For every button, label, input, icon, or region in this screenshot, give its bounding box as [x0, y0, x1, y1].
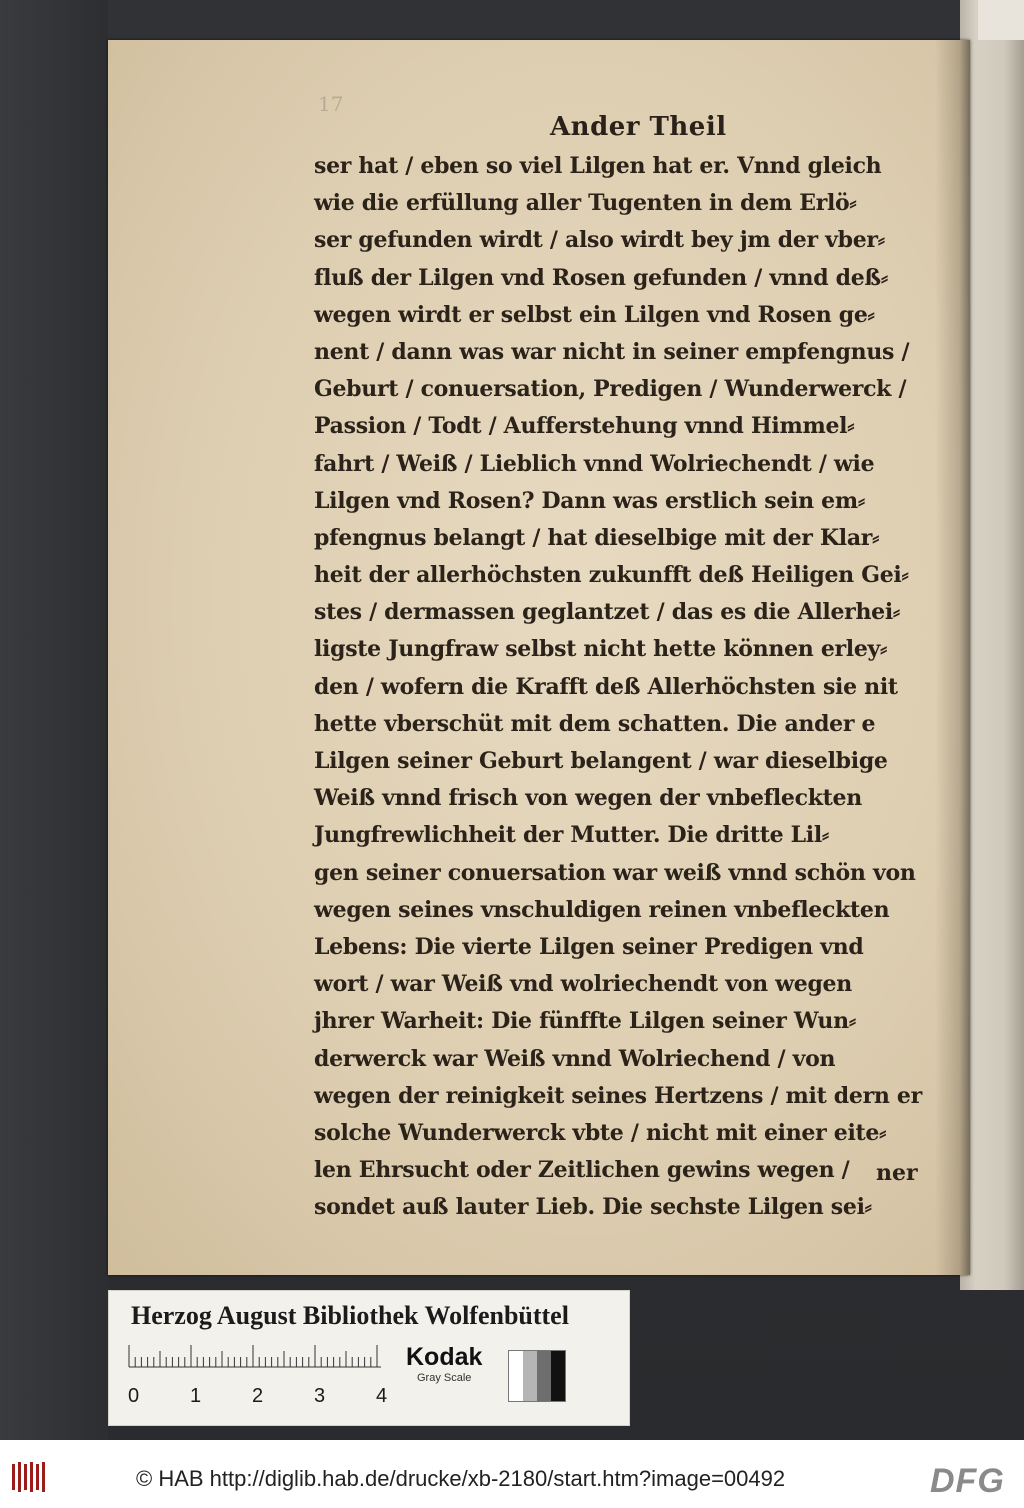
ruler-number: 1 — [190, 1385, 202, 1407]
text-line: Jungfrewlichheit der Mutter. Die dritte Lil⸗ — [314, 822, 829, 849]
text-line: gen seiner conuersation war weiß vnnd schön von — [314, 859, 916, 886]
text-line: Passion / Todt / Aufferstehung vnnd Himmel⸗ — [314, 413, 855, 440]
text-line: derwerck war Weiß vnnd Wolriechend / von — [314, 1045, 836, 1072]
ruler-number: 2 — [252, 1385, 264, 1407]
page-gutter-shadow — [935, 40, 970, 1275]
kodak-gray-scale-label: Gray Scale — [417, 1372, 472, 1384]
text-line: pfengnus belangt / hat dieselbige mit der Klar⸗ — [314, 524, 880, 551]
dfg-logo: DFG — [930, 1462, 1005, 1500]
text-line: hette vberschüt mit dem schatten. Die ander e — [314, 710, 876, 737]
text-line: ligste Jungfraw selbst nicht hette können erley⸗ — [314, 636, 888, 663]
library-logo-icon — [10, 1460, 50, 1494]
text-line: len Ehrsucht oder Zeitlichen gewins wegen / — [314, 1157, 850, 1184]
gray-scale-patch — [508, 1350, 566, 1402]
body-text — [314, 148, 932, 1226]
footer-source-link[interactable]: © HAB http://diglib.hab.de/drucke/xb-2180/start.htm?image=00492 — [136, 1466, 786, 1491]
text-line: fluß der Lilgen vnd Rosen gefunden / vnnd deß⸗ — [314, 264, 888, 291]
text-line: wegen wirdt er selbst ein Lilgen vnd Rosen ge⸗ — [314, 301, 875, 328]
text-line: heit der allerhöchsten zukunfft deß Heiligen Gei⸗ — [314, 562, 909, 589]
text-line: Lilgen vnd Rosen? Dann was erstlich sein em⸗ — [314, 487, 865, 514]
running-head: Ander Theil — [550, 112, 727, 142]
ruler-number: 0 — [128, 1385, 140, 1407]
facing-page-corner — [978, 0, 1024, 40]
left-board — [0, 0, 108, 1440]
text-line: wie die erfüllung aller Tugenten in dem Erlö⸗ — [314, 190, 857, 217]
text-line: Weiß vnnd frisch von wegen der vnbefleckten — [314, 785, 862, 812]
text-line: Geburt / conuersation, Predigen / Wunderwerck / — [314, 376, 907, 403]
text-line: jhrer Warheit: Die fünffte Lilgen seiner Wun⸗ — [314, 1008, 856, 1035]
text-line: sondet auß lauter Lieb. Die sechste Lilgen sei⸗ — [314, 1194, 872, 1221]
kodak-brand: Kodak — [406, 1343, 483, 1371]
folio-mark: 17 — [318, 92, 344, 116]
text-line: stes / dermassen geglantzet / das es die Allerhei⸗ — [314, 599, 900, 626]
text-line: den / wofern die Krafft deß Allerhöchsten sie nit — [314, 673, 898, 700]
ruler-number: 4 — [376, 1385, 388, 1407]
text-line: fahrt / Weiß / Lieblich vnnd Wolriechendt / wie — [314, 450, 875, 477]
text-line: solche Wunderwerck vbte / nicht mit einer eite⸗ — [314, 1119, 887, 1146]
ruler-number: 3 — [314, 1385, 326, 1407]
text-line: Lebens: Die vierte Lilgen seiner Predigen vnd — [314, 933, 864, 960]
text-line: wegen seines vnschuldigen reinen vnbefleckten — [314, 896, 890, 923]
library-name: Herzog August Bibliothek Wolfenbüttel — [131, 1301, 569, 1330]
text-line: wort / war Weiß vnd wolriechendt von wegen — [314, 971, 852, 998]
text-line: ser hat / eben so viel Lilgen hat er. Vnnd gleich — [314, 153, 882, 179]
text-line: Lilgen seiner Geburt belangent / war dieselbige — [314, 748, 888, 774]
text-line: ser gefunden wirdt / also wirdt bey jm der vber⸗ — [314, 227, 885, 254]
catchword: ner — [876, 1160, 918, 1186]
text-line: nent / dann was war nicht in seiner empfengnus / — [314, 338, 910, 365]
text-line: wegen der reinigkeit seines Hertzens / mit dern er — [314, 1082, 922, 1109]
